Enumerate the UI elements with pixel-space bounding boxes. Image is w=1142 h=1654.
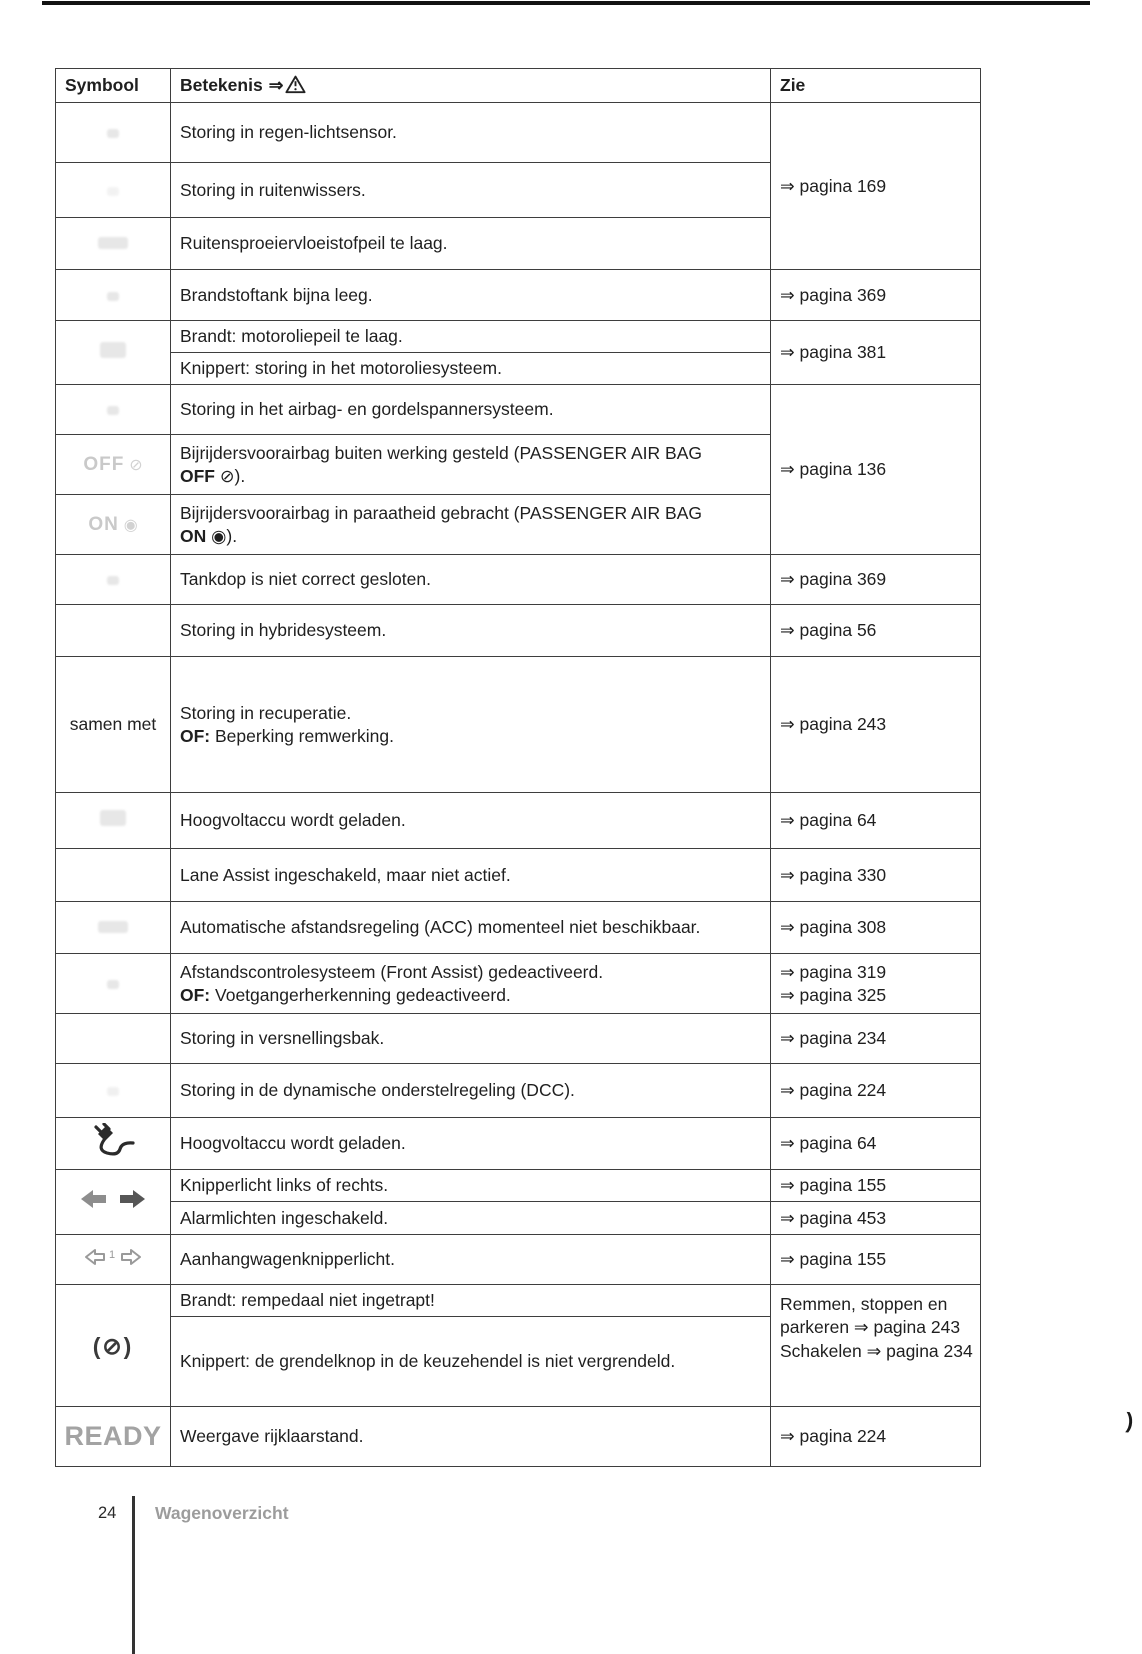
see-page-ref: ⇒ pagina 64 (771, 793, 981, 849)
airbag-off-symbol: OFF ⊘ (56, 435, 171, 495)
meaning-cell: Bijrijdersvoorairbag in paraatheid gebracht (PASSENGER AIR BAG ON ◉). (171, 495, 771, 555)
recuperation-symbol: samen met (56, 657, 171, 793)
table-row (56, 902, 981, 954)
table-row (56, 657, 981, 793)
meaning-cell: Storing in hybridesysteem. (171, 605, 771, 657)
see-page-ref: ⇒ pagina 234 (771, 1014, 981, 1064)
hv-battery-symbol (56, 793, 171, 849)
meaning-cell: Lane Assist ingeschakeld, maar niet actief. (171, 849, 771, 902)
meaning-cell: Knipperlicht links of rechts. (171, 1170, 771, 1202)
charging-plug-symbol (56, 1118, 171, 1170)
table-row (56, 1202, 981, 1235)
see-page-ref: ⇒ pagina 381 (771, 321, 981, 385)
dcc-symbol (56, 1064, 171, 1118)
left-right-arrows-icon (80, 1195, 146, 1215)
table-row (56, 793, 981, 849)
meaning-cell: Storing in het airbag- en gordelspannersysteem. (171, 385, 771, 435)
see-page-ref: ⇒ pagina 64 (771, 1118, 981, 1170)
faint-symbol-icon (98, 237, 128, 249)
header-zie: Zie (771, 69, 981, 103)
faint-symbol-icon (107, 406, 119, 415)
see-page-ref: ⇒ pagina 136 (771, 385, 981, 555)
trailer-arrows-icon (84, 1248, 142, 1271)
faint-symbol-icon (107, 187, 119, 196)
double-arrow-icon: ⇒ (268, 75, 284, 95)
brake-warning-icon: (⊘) (92, 1332, 134, 1359)
footer-divider (132, 1496, 135, 1654)
table-row (56, 1064, 981, 1118)
hybrid-system-symbol (56, 605, 171, 657)
header-betekenis: Betekenis ⇒ (171, 69, 771, 103)
table-row (56, 849, 981, 902)
see-page-ref: ⇒ pagina 243 (771, 657, 981, 793)
meaning-cell: Brandt: motoroliepeil te laag. (171, 321, 771, 353)
meaning-cell: Knippert: de grendelknop in de keuzehendel is niet vergrendeld. (171, 1317, 771, 1407)
see-page-ref: ⇒ pagina 369 (771, 555, 981, 605)
see-page-ref: ⇒ pagina 319 ⇒ pagina 325 (771, 954, 981, 1014)
meaning-cell: Afstandscontrolesysteem (Front Assist) gedeactiveerd. OF: Voetgangerherkenning gedeactiveerd. (171, 954, 771, 1014)
see-page-ref: Remmen, stoppen en parkeren ⇒ pagina 243 Schakelen ⇒ pagina 234 (771, 1285, 981, 1407)
header-symbool: Symbool (56, 69, 171, 103)
see-page-ref: ⇒ pagina 308 (771, 902, 981, 954)
faint-symbol-icon (107, 1087, 119, 1096)
see-page-ref: ⇒ pagina 224 (771, 1064, 981, 1118)
engine-oil-symbol (56, 321, 171, 385)
faint-symbol-icon (107, 292, 119, 301)
svg-text:1: 1 (109, 1248, 116, 1261)
see-page-ref: ⇒ pagina 330 (771, 849, 981, 902)
airbag-symbol (56, 385, 171, 435)
faint-symbol-icon (107, 980, 119, 989)
washer-fluid-symbol (56, 218, 171, 270)
airbag-off-icon: ⊘ (219, 465, 235, 486)
meaning-cell: Brandstoftank bijna leeg. (171, 270, 771, 321)
airbag-on-symbol: ON ◉ (56, 495, 171, 555)
wiper-symbol (56, 163, 171, 218)
meaning-cell: Storing in regen-lichtsensor. (171, 103, 771, 163)
see-page-ref: ⇒ pagina 56 (771, 605, 981, 657)
table-row (56, 385, 981, 435)
see-page-ref: ⇒ pagina 453 (771, 1202, 981, 1235)
airbag-on-icon: ◉ (211, 525, 227, 546)
acc-symbol (56, 902, 171, 954)
meaning-cell: Bijrijdersvoorairbag buiten werking gesteld (PASSENGER AIR BAG OFF ⊘). (171, 435, 771, 495)
scan-edge (42, 1, 1090, 5)
lane-assist-symbol (56, 849, 171, 902)
brake-system-symbol (56, 1285, 171, 1407)
table-row (56, 1407, 981, 1467)
table-row (56, 103, 981, 163)
faint-symbol-icon (107, 576, 119, 585)
meaning-cell: Weergave rijklaarstand. (171, 1407, 771, 1467)
section-title: Wagenoverzicht (155, 1503, 289, 1523)
meaning-cell: Brandt: rempedaal niet ingetrapt! (171, 1285, 771, 1317)
meaning-cell: Hoogvoltaccu wordt geladen. (171, 1118, 771, 1170)
front-assist-symbol (56, 954, 171, 1014)
trailer-turn-signal-symbol (56, 1235, 171, 1285)
table-row (56, 954, 981, 1014)
faint-symbol-icon (100, 342, 126, 358)
meaning-cell: Storing in de dynamische onderstelregeling (DCC). (171, 1064, 771, 1118)
table-row (56, 1285, 981, 1317)
see-page-ref: ⇒ pagina 155 (771, 1170, 981, 1202)
meaning-cell: Storing in recuperatie. OF: Beperking remwerking. (171, 657, 771, 793)
meaning-cell: Storing in ruitenwissers. (171, 163, 771, 218)
scan-artifact: ) (1125, 1407, 1135, 1434)
airbag-off-icon: ⊘ (129, 457, 143, 475)
table-row (56, 605, 981, 657)
fuel-low-symbol (56, 270, 171, 321)
see-page-ref: ⇒ pagina 224 (771, 1407, 981, 1467)
faint-symbol-icon (107, 129, 119, 138)
warning-triangle-icon (285, 75, 306, 95)
see-page-ref: ⇒ pagina 155 (771, 1235, 981, 1285)
symbol-meaning-table (55, 68, 981, 1467)
faint-symbol-icon (98, 921, 128, 933)
table-row (56, 1014, 981, 1064)
rain-light-sensor-symbol (56, 103, 171, 163)
table-row (56, 555, 981, 605)
page-number: 24 (98, 1504, 117, 1522)
turn-signal-symbol (56, 1170, 171, 1235)
meaning-cell: Ruitensproeiervloeistofpeil te laag. (171, 218, 771, 270)
table-header-row (56, 69, 981, 103)
meaning-cell: Knippert: storing in het motoroliesysteem. (171, 353, 771, 385)
table-row (56, 1118, 981, 1170)
faint-symbol-icon (100, 810, 126, 826)
charging-plug-icon (89, 1143, 137, 1163)
gearbox-symbol (56, 1014, 171, 1064)
table-row (56, 321, 981, 353)
meaning-cell: Aanhangwagenknipperlicht. (171, 1235, 771, 1285)
ready-indicator-symbol: READY (56, 1407, 171, 1467)
see-page-ref: ⇒ pagina 169 (771, 103, 981, 270)
table-row (56, 1235, 981, 1285)
table-row (56, 270, 981, 321)
meaning-cell: Storing in versnellingsbak. (171, 1014, 771, 1064)
meaning-cell: Alarmlichten ingeschakeld. (171, 1202, 771, 1235)
meaning-cell: Tankdop is niet correct gesloten. (171, 555, 771, 605)
meaning-cell: Hoogvoltaccu wordt geladen. (171, 793, 771, 849)
table-row (56, 1170, 981, 1202)
see-page-ref: ⇒ pagina 369 (771, 270, 981, 321)
meaning-cell: Automatische afstandsregeling (ACC) momenteel niet beschikbaar. (171, 902, 771, 954)
airbag-on-icon: ◉ (123, 517, 138, 535)
fuel-cap-symbol (56, 555, 171, 605)
